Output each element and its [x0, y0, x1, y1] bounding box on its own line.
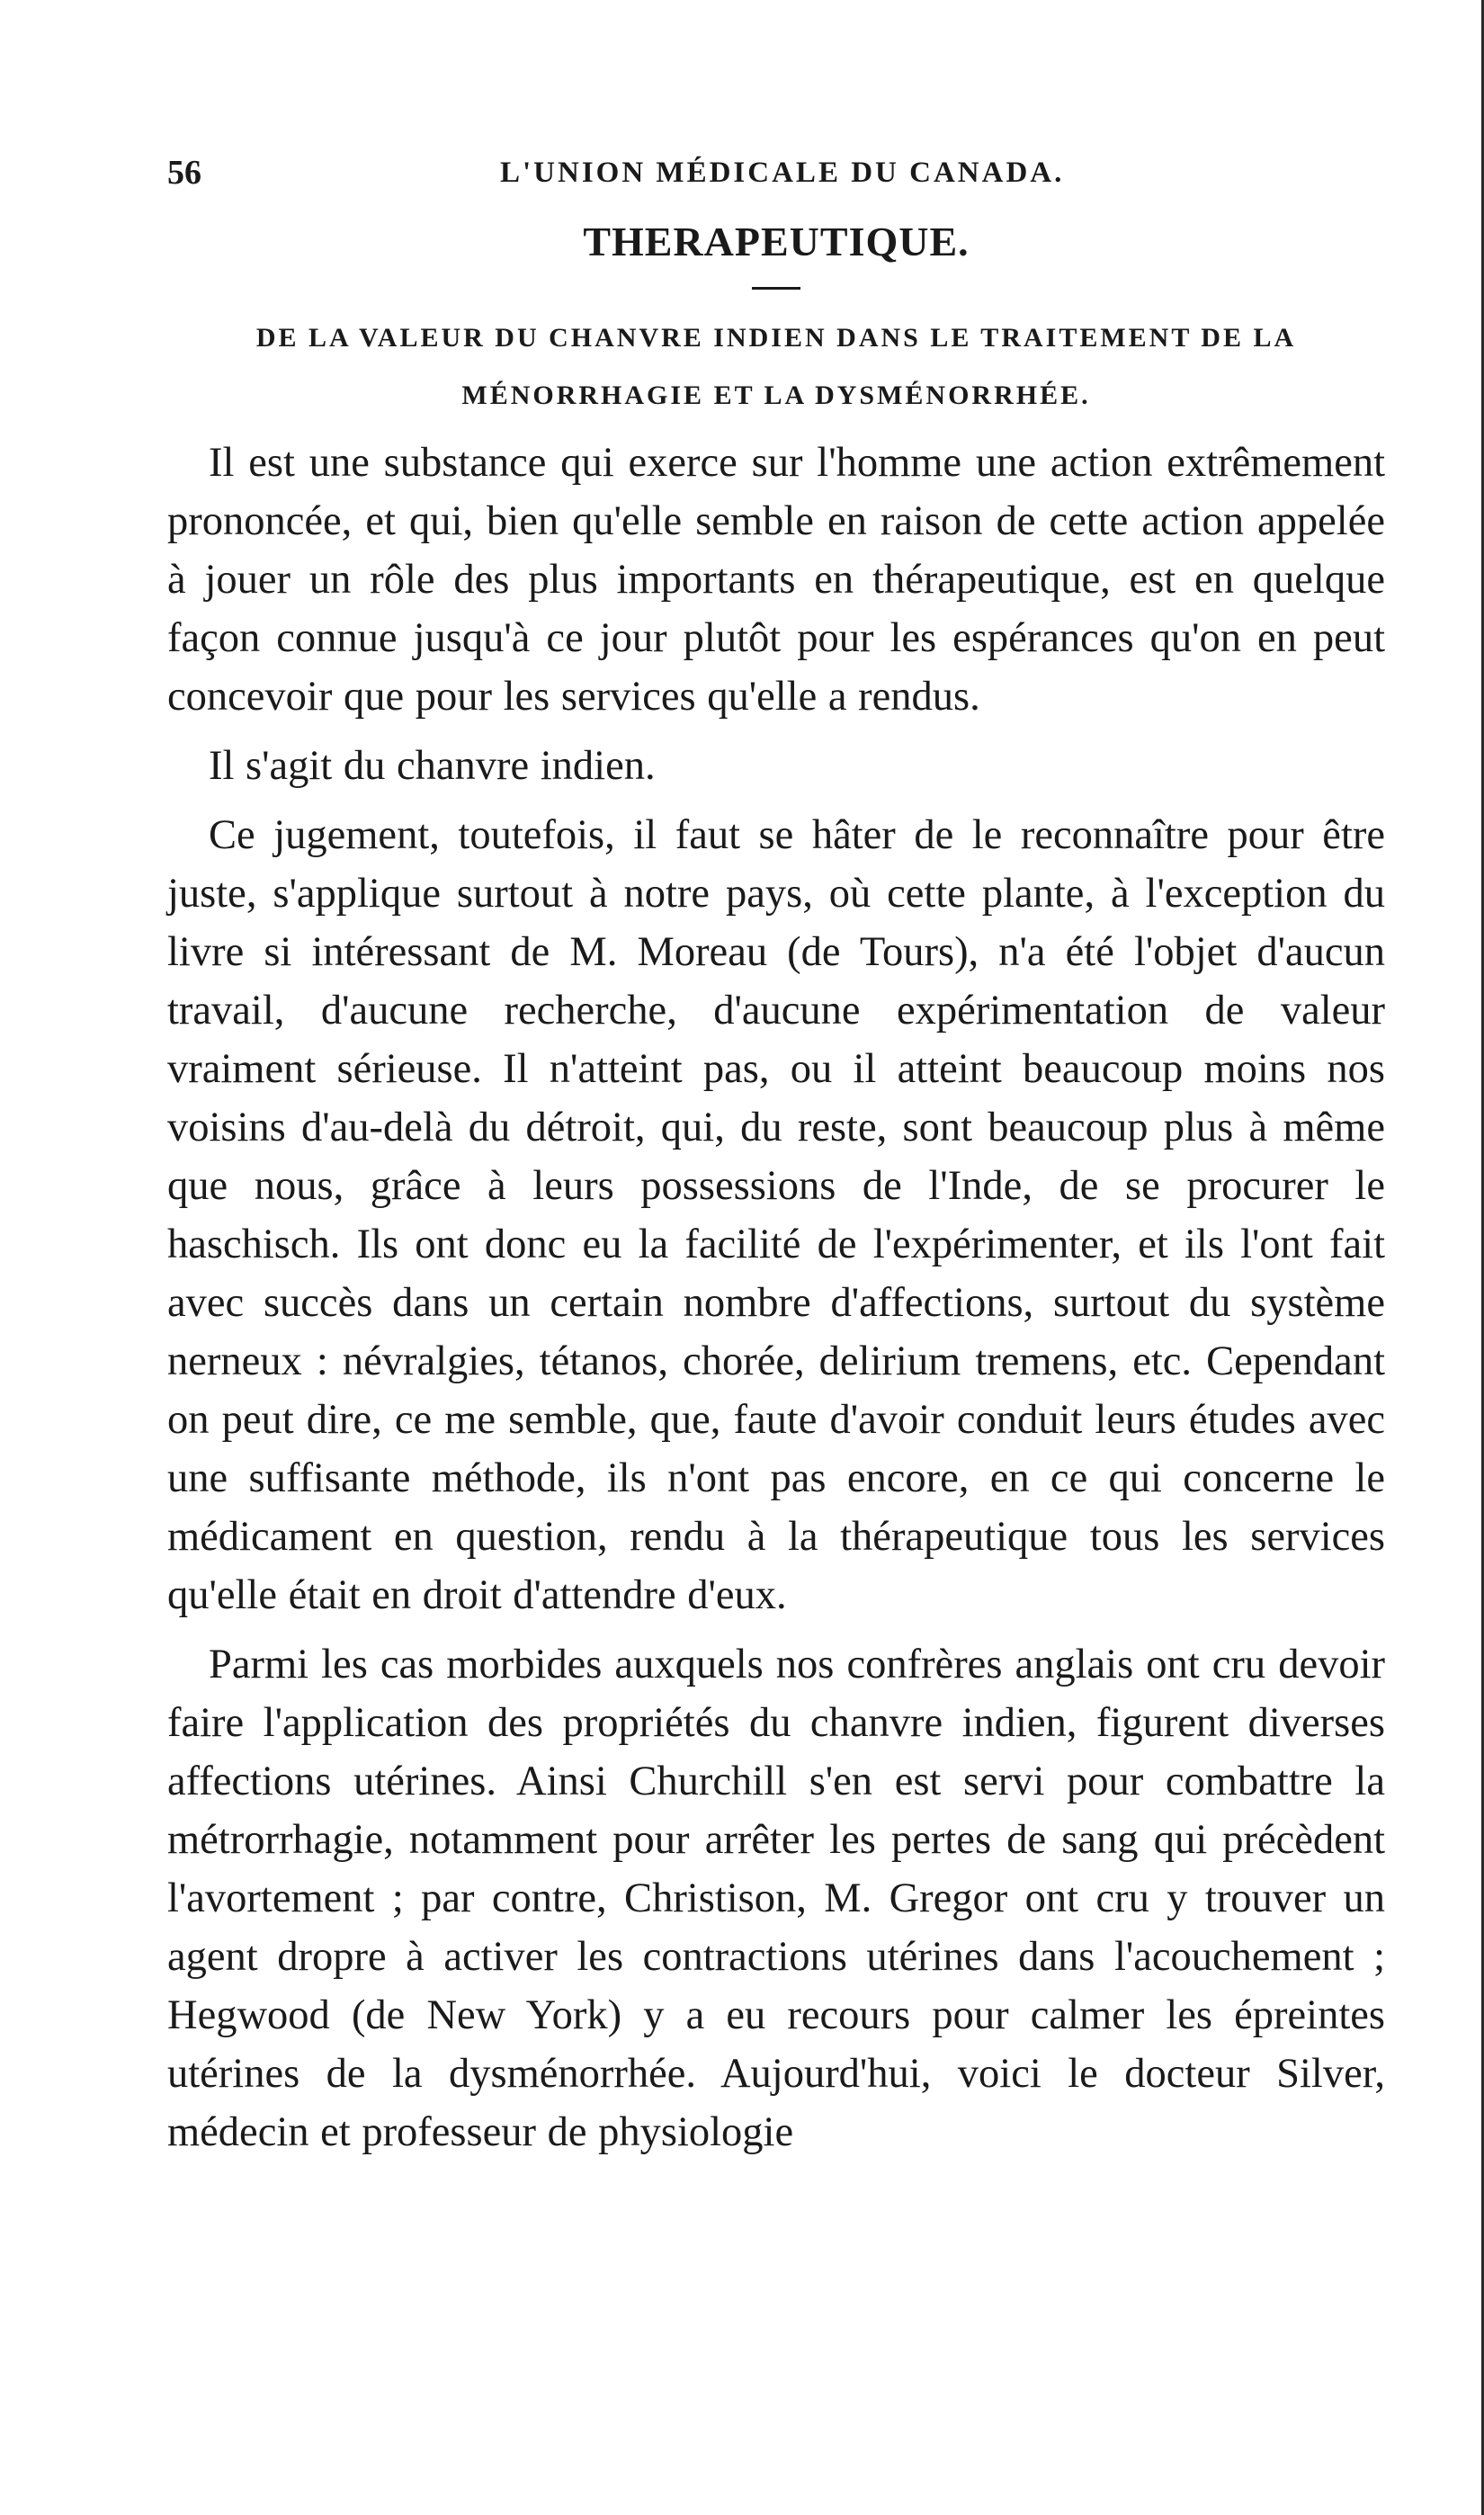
article-title: [167, 309, 1385, 425]
article-title-line-1: DE LA VALEUR DU CHANVRE INDIEN DANS LE TRAITEMENT DE LA: [255, 323, 1297, 353]
section-title: THERAPEUTIQUE.: [583, 219, 970, 264]
paragraph-2: Il s'agit du chanvre indien.: [209, 743, 656, 789]
title-separator-rule: [752, 287, 800, 290]
page-number: 56: [167, 154, 201, 192]
running-head: [167, 144, 1385, 198]
paragraph-1: Il est une substance qui exerce sur l'homme une action extrêmement prononcée, et qui, bien qu'elle semble en raison de cette action appelée à jouer un rôle des plus importants en thérapeutique, est en quelque façon connue jusqu'à ce jour plutôt pour les espérances qu'on en peut concevoir que pour les services qu'elle a rendus.: [167, 440, 1385, 720]
article-body: [167, 434, 1385, 2161]
article-title-line-2: MÉNORRHAGIE ET LA DYSMÉNORRHÉE.: [461, 380, 1091, 410]
document-page: [167, 144, 1385, 2172]
paragraph-3: Ce jugement, toutefois, il faut se hâter de le reconnaître pour être juste, s'applique surtout à notre pays, où cette plante, à l'exception du livre si intéressant de M. Moreau (de Tours), n'a été l'objet d'aucun travail, d'aucune recherche, d'aucune expérimentation de valeur vraiment sérieuse. Il n'atteint pas, ou il atteint beaucoup moins nos voisins d'au-delà du détroit, qui, du reste, sont beaucoup plus à même que nous, grâce à leurs possessions de l'Inde, de se procurer le haschisch. Ils ont donc eu la facilité de l'expérimenter, et ils l'ont fait avec succès dans un certain nombre d'affections, surtout du système nerneux : névralgies, tétanos, chorée, delirium tremens, etc. Cependant on peut dire, ce me semble, que, faute d'avoir conduit leurs études avec une suffisante méthode, ils n'ont pas encore, en ce qui concerne le médicament en question, rendu à la thérapeutique tous les services qu'elle était en droit d'attendre d'eux.: [167, 812, 1385, 1618]
paragraph-4: Parmi les cas morbides auxquels nos confrères anglais ont cru devoir faire l'application des propriétés du chanvre indien, figurent diverses affections utérines. Ainsi Churchill s'en est servi pour combattre la métrorrhagie, notamment pour arrêter les pertes de sang qui précèdent l'avortement ; par contre, Christison, M. Gregor ont cru y trouver un agent dropre à activer les contractions utérines dans l'acouchement ; Hegwood (de New York) y a eu recours pour calmer les épreintes utérines de la dysménorrhée. Aujourd'hui, voici le docteur Silver, médecin et professeur de physiologie: [167, 1642, 1385, 2155]
journal-title: L'UNION MÉDICALE DU CANADA.: [500, 157, 1065, 189]
